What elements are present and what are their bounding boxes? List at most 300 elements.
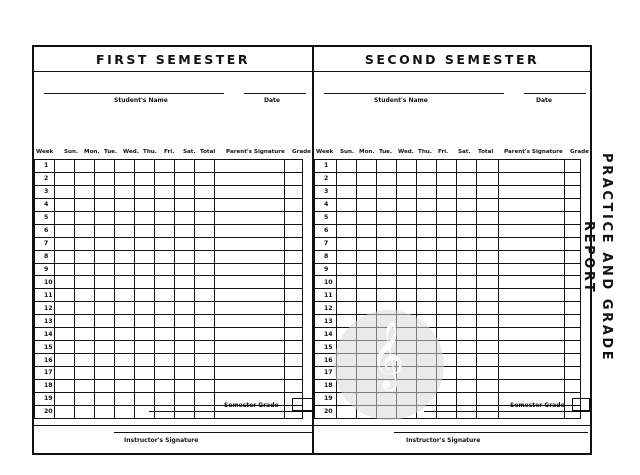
entry-cell[interactable] bbox=[115, 354, 135, 367]
entry-cell[interactable] bbox=[437, 224, 457, 237]
entry-cell[interactable] bbox=[285, 224, 303, 237]
entry-cell[interactable] bbox=[155, 250, 175, 263]
entry-cell[interactable] bbox=[215, 237, 285, 250]
entry-cell[interactable] bbox=[95, 250, 115, 263]
entry-cell[interactable] bbox=[75, 211, 95, 224]
entry-cell[interactable] bbox=[285, 276, 303, 289]
entry-cell[interactable] bbox=[397, 211, 417, 224]
entry-cell[interactable] bbox=[135, 328, 155, 341]
entry-cell[interactable] bbox=[215, 367, 285, 380]
entry-cell[interactable] bbox=[75, 172, 95, 185]
entry-cell[interactable] bbox=[337, 185, 357, 198]
entry-cell[interactable] bbox=[155, 211, 175, 224]
entry-cell[interactable] bbox=[135, 315, 155, 328]
entry-cell[interactable] bbox=[135, 185, 155, 198]
entry-cell[interactable] bbox=[195, 198, 215, 211]
entry-cell[interactable] bbox=[397, 276, 417, 289]
entry-cell[interactable] bbox=[155, 289, 175, 302]
entry-cell[interactable] bbox=[477, 172, 499, 185]
entry-cell[interactable] bbox=[397, 198, 417, 211]
entry-cell[interactable] bbox=[499, 263, 565, 276]
entry-cell[interactable] bbox=[195, 315, 215, 328]
entry-cell[interactable] bbox=[417, 250, 437, 263]
entry-cell[interactable] bbox=[285, 379, 303, 392]
entry-cell[interactable] bbox=[377, 263, 397, 276]
entry-cell[interactable] bbox=[155, 328, 175, 341]
entry-cell[interactable] bbox=[337, 211, 357, 224]
entry-cell[interactable] bbox=[285, 302, 303, 315]
entry-cell[interactable] bbox=[215, 250, 285, 263]
entry-cell[interactable] bbox=[357, 224, 377, 237]
entry-cell[interactable] bbox=[95, 198, 115, 211]
entry-cell[interactable] bbox=[417, 263, 437, 276]
entry-cell[interactable] bbox=[499, 211, 565, 224]
entry-cell[interactable] bbox=[477, 367, 499, 380]
entry-cell[interactable] bbox=[55, 250, 75, 263]
entry-cell[interactable] bbox=[55, 392, 75, 405]
entry-cell[interactable] bbox=[175, 315, 195, 328]
entry-cell[interactable] bbox=[417, 276, 437, 289]
entry-cell[interactable] bbox=[377, 289, 397, 302]
entry-cell[interactable] bbox=[195, 379, 215, 392]
entry-cell[interactable] bbox=[477, 392, 499, 405]
entry-cell[interactable] bbox=[285, 185, 303, 198]
entry-cell[interactable] bbox=[175, 392, 195, 405]
entry-cell[interactable] bbox=[195, 392, 215, 405]
entry-cell[interactable] bbox=[477, 237, 499, 250]
entry-cell[interactable] bbox=[215, 379, 285, 392]
entry-cell[interactable] bbox=[499, 367, 565, 380]
entry-cell[interactable] bbox=[115, 263, 135, 276]
entry-cell[interactable] bbox=[477, 211, 499, 224]
entry-cell[interactable] bbox=[75, 276, 95, 289]
entry-cell[interactable] bbox=[565, 367, 581, 380]
entry-cell[interactable] bbox=[337, 263, 357, 276]
entry-cell[interactable] bbox=[457, 263, 477, 276]
entry-cell[interactable] bbox=[457, 354, 477, 367]
entry-cell[interactable] bbox=[115, 172, 135, 185]
entry-cell[interactable] bbox=[565, 198, 581, 211]
entry-cell[interactable] bbox=[95, 237, 115, 250]
instructor-signature-line[interactable] bbox=[394, 432, 588, 433]
entry-cell[interactable] bbox=[95, 302, 115, 315]
entry-cell[interactable] bbox=[55, 302, 75, 315]
entry-cell[interactable] bbox=[457, 341, 477, 354]
entry-cell[interactable] bbox=[437, 237, 457, 250]
entry-cell[interactable] bbox=[377, 276, 397, 289]
entry-cell[interactable] bbox=[155, 392, 175, 405]
entry-cell[interactable] bbox=[457, 198, 477, 211]
entry-cell[interactable] bbox=[95, 367, 115, 380]
entry-cell[interactable] bbox=[155, 224, 175, 237]
entry-cell[interactable] bbox=[565, 379, 581, 392]
entry-cell[interactable] bbox=[565, 328, 581, 341]
entry-cell[interactable] bbox=[95, 379, 115, 392]
entry-cell[interactable] bbox=[215, 315, 285, 328]
entry-cell[interactable] bbox=[55, 224, 75, 237]
entry-cell[interactable] bbox=[285, 160, 303, 173]
entry-cell[interactable] bbox=[499, 185, 565, 198]
entry-cell[interactable] bbox=[155, 315, 175, 328]
entry-cell[interactable] bbox=[55, 160, 75, 173]
entry-cell[interactable] bbox=[135, 211, 155, 224]
entry-cell[interactable] bbox=[499, 198, 565, 211]
entry-cell[interactable] bbox=[417, 185, 437, 198]
entry-cell[interactable] bbox=[95, 405, 115, 418]
entry-cell[interactable] bbox=[55, 263, 75, 276]
entry-cell[interactable] bbox=[397, 224, 417, 237]
entry-cell[interactable] bbox=[377, 224, 397, 237]
entry-cell[interactable] bbox=[499, 328, 565, 341]
entry-cell[interactable] bbox=[115, 392, 135, 405]
entry-cell[interactable] bbox=[175, 302, 195, 315]
entry-cell[interactable] bbox=[477, 198, 499, 211]
entry-cell[interactable] bbox=[115, 328, 135, 341]
entry-cell[interactable] bbox=[115, 276, 135, 289]
entry-cell[interactable] bbox=[135, 160, 155, 173]
entry-cell[interactable] bbox=[477, 185, 499, 198]
entry-cell[interactable] bbox=[457, 224, 477, 237]
entry-cell[interactable] bbox=[115, 211, 135, 224]
entry-cell[interactable] bbox=[135, 250, 155, 263]
entry-cell[interactable] bbox=[477, 289, 499, 302]
entry-cell[interactable] bbox=[397, 263, 417, 276]
entry-cell[interactable] bbox=[285, 367, 303, 380]
entry-cell[interactable] bbox=[155, 172, 175, 185]
entry-cell[interactable] bbox=[499, 315, 565, 328]
entry-cell[interactable] bbox=[285, 172, 303, 185]
entry-cell[interactable] bbox=[565, 172, 581, 185]
entry-cell[interactable] bbox=[285, 328, 303, 341]
entry-cell[interactable] bbox=[437, 263, 457, 276]
entry-cell[interactable] bbox=[95, 224, 115, 237]
entry-cell[interactable] bbox=[95, 276, 115, 289]
entry-cell[interactable] bbox=[337, 172, 357, 185]
entry-cell[interactable] bbox=[337, 198, 357, 211]
entry-cell[interactable] bbox=[357, 263, 377, 276]
entry-cell[interactable] bbox=[175, 237, 195, 250]
entry-cell[interactable] bbox=[215, 211, 285, 224]
entry-cell[interactable] bbox=[175, 185, 195, 198]
entry-cell[interactable] bbox=[75, 315, 95, 328]
entry-cell[interactable] bbox=[417, 237, 437, 250]
entry-cell[interactable] bbox=[175, 328, 195, 341]
entry-cell[interactable] bbox=[565, 185, 581, 198]
entry-cell[interactable] bbox=[477, 160, 499, 173]
entry-cell[interactable] bbox=[195, 250, 215, 263]
entry-cell[interactable] bbox=[215, 302, 285, 315]
entry-cell[interactable] bbox=[565, 302, 581, 315]
entry-cell[interactable] bbox=[215, 172, 285, 185]
entry-cell[interactable] bbox=[75, 405, 95, 418]
entry-cell[interactable] bbox=[499, 172, 565, 185]
entry-cell[interactable] bbox=[75, 354, 95, 367]
entry-cell[interactable] bbox=[95, 211, 115, 224]
entry-cell[interactable] bbox=[397, 289, 417, 302]
entry-cell[interactable] bbox=[457, 185, 477, 198]
entry-cell[interactable] bbox=[135, 276, 155, 289]
entry-cell[interactable] bbox=[55, 379, 75, 392]
entry-cell[interactable] bbox=[417, 302, 437, 315]
entry-cell[interactable] bbox=[75, 198, 95, 211]
entry-cell[interactable] bbox=[215, 198, 285, 211]
entry-cell[interactable] bbox=[215, 160, 285, 173]
entry-cell[interactable] bbox=[195, 224, 215, 237]
entry-cell[interactable] bbox=[155, 276, 175, 289]
entry-cell[interactable] bbox=[437, 211, 457, 224]
entry-cell[interactable] bbox=[499, 289, 565, 302]
entry-cell[interactable] bbox=[457, 315, 477, 328]
entry-cell[interactable] bbox=[437, 198, 457, 211]
entry-cell[interactable] bbox=[135, 172, 155, 185]
entry-cell[interactable] bbox=[95, 328, 115, 341]
entry-cell[interactable] bbox=[457, 160, 477, 173]
entry-cell[interactable] bbox=[55, 341, 75, 354]
entry-cell[interactable] bbox=[377, 237, 397, 250]
entry-cell[interactable] bbox=[437, 315, 457, 328]
entry-cell[interactable] bbox=[457, 379, 477, 392]
entry-cell[interactable] bbox=[337, 276, 357, 289]
entry-cell[interactable] bbox=[377, 211, 397, 224]
entry-cell[interactable] bbox=[55, 185, 75, 198]
semester-grade-box[interactable] bbox=[292, 398, 314, 411]
entry-cell[interactable] bbox=[477, 354, 499, 367]
entry-cell[interactable] bbox=[357, 198, 377, 211]
entry-cell[interactable] bbox=[195, 211, 215, 224]
entry-cell[interactable] bbox=[135, 341, 155, 354]
entry-cell[interactable] bbox=[437, 172, 457, 185]
entry-cell[interactable] bbox=[75, 302, 95, 315]
entry-cell[interactable] bbox=[75, 392, 95, 405]
entry-cell[interactable] bbox=[55, 276, 75, 289]
entry-cell[interactable] bbox=[499, 341, 565, 354]
entry-cell[interactable] bbox=[377, 185, 397, 198]
entry-cell[interactable] bbox=[75, 263, 95, 276]
entry-cell[interactable] bbox=[477, 315, 499, 328]
entry-cell[interactable] bbox=[477, 341, 499, 354]
entry-cell[interactable] bbox=[55, 211, 75, 224]
entry-cell[interactable] bbox=[195, 276, 215, 289]
entry-cell[interactable] bbox=[499, 302, 565, 315]
entry-cell[interactable] bbox=[75, 328, 95, 341]
entry-cell[interactable] bbox=[397, 250, 417, 263]
entry-cell[interactable] bbox=[457, 367, 477, 380]
entry-cell[interactable] bbox=[457, 172, 477, 185]
entry-cell[interactable] bbox=[437, 289, 457, 302]
entry-cell[interactable] bbox=[457, 237, 477, 250]
entry-cell[interactable] bbox=[95, 172, 115, 185]
entry-cell[interactable] bbox=[95, 354, 115, 367]
entry-cell[interactable] bbox=[95, 341, 115, 354]
entry-cell[interactable] bbox=[195, 237, 215, 250]
entry-cell[interactable] bbox=[155, 185, 175, 198]
entry-cell[interactable] bbox=[175, 263, 195, 276]
entry-cell[interactable] bbox=[417, 289, 437, 302]
entry-cell[interactable] bbox=[477, 379, 499, 392]
entry-cell[interactable] bbox=[55, 405, 75, 418]
entry-cell[interactable] bbox=[457, 276, 477, 289]
entry-cell[interactable] bbox=[175, 160, 195, 173]
entry-cell[interactable] bbox=[55, 354, 75, 367]
entry-cell[interactable] bbox=[195, 160, 215, 173]
entry-cell[interactable] bbox=[155, 263, 175, 276]
entry-cell[interactable] bbox=[75, 224, 95, 237]
entry-cell[interactable] bbox=[285, 315, 303, 328]
entry-cell[interactable] bbox=[215, 328, 285, 341]
entry-cell[interactable] bbox=[195, 289, 215, 302]
entry-cell[interactable] bbox=[215, 341, 285, 354]
entry-cell[interactable] bbox=[195, 367, 215, 380]
entry-cell[interactable] bbox=[565, 160, 581, 173]
entry-cell[interactable] bbox=[155, 379, 175, 392]
entry-cell[interactable] bbox=[95, 185, 115, 198]
entry-cell[interactable] bbox=[195, 328, 215, 341]
entry-cell[interactable] bbox=[115, 237, 135, 250]
entry-cell[interactable] bbox=[337, 237, 357, 250]
entry-cell[interactable] bbox=[477, 328, 499, 341]
entry-cell[interactable] bbox=[75, 185, 95, 198]
entry-cell[interactable] bbox=[135, 392, 155, 405]
entry-cell[interactable] bbox=[175, 379, 195, 392]
entry-cell[interactable] bbox=[437, 392, 457, 405]
entry-cell[interactable] bbox=[175, 224, 195, 237]
entry-cell[interactable] bbox=[135, 354, 155, 367]
entry-cell[interactable] bbox=[155, 341, 175, 354]
entry-cell[interactable] bbox=[499, 276, 565, 289]
entry-cell[interactable] bbox=[337, 250, 357, 263]
entry-cell[interactable] bbox=[175, 276, 195, 289]
entry-cell[interactable] bbox=[285, 211, 303, 224]
entry-cell[interactable] bbox=[95, 392, 115, 405]
entry-cell[interactable] bbox=[95, 289, 115, 302]
entry-cell[interactable] bbox=[135, 237, 155, 250]
entry-cell[interactable] bbox=[357, 250, 377, 263]
entry-cell[interactable] bbox=[175, 250, 195, 263]
entry-cell[interactable] bbox=[437, 276, 457, 289]
entry-cell[interactable] bbox=[285, 263, 303, 276]
entry-cell[interactable] bbox=[115, 250, 135, 263]
entry-cell[interactable] bbox=[115, 198, 135, 211]
entry-cell[interactable] bbox=[55, 367, 75, 380]
entry-cell[interactable] bbox=[115, 341, 135, 354]
entry-cell[interactable] bbox=[499, 224, 565, 237]
entry-cell[interactable] bbox=[115, 405, 135, 418]
entry-cell[interactable] bbox=[477, 224, 499, 237]
entry-cell[interactable] bbox=[477, 276, 499, 289]
entry-cell[interactable] bbox=[155, 198, 175, 211]
entry-cell[interactable] bbox=[195, 354, 215, 367]
entry-cell[interactable] bbox=[135, 367, 155, 380]
entry-cell[interactable] bbox=[155, 160, 175, 173]
entry-cell[interactable] bbox=[55, 289, 75, 302]
entry-cell[interactable] bbox=[75, 341, 95, 354]
entry-cell[interactable] bbox=[417, 224, 437, 237]
entry-cell[interactable] bbox=[115, 379, 135, 392]
entry-cell[interactable] bbox=[155, 367, 175, 380]
entry-cell[interactable] bbox=[75, 160, 95, 173]
instructor-signature-line[interactable] bbox=[114, 432, 312, 433]
entry-cell[interactable] bbox=[55, 198, 75, 211]
entry-cell[interactable] bbox=[115, 289, 135, 302]
semester-grade-box[interactable] bbox=[572, 398, 590, 411]
entry-cell[interactable] bbox=[565, 341, 581, 354]
entry-cell[interactable] bbox=[357, 211, 377, 224]
entry-cell[interactable] bbox=[499, 237, 565, 250]
entry-cell[interactable] bbox=[175, 354, 195, 367]
entry-cell[interactable] bbox=[285, 198, 303, 211]
entry-cell[interactable] bbox=[175, 341, 195, 354]
entry-cell[interactable] bbox=[377, 160, 397, 173]
entry-cell[interactable] bbox=[337, 302, 357, 315]
entry-cell[interactable] bbox=[175, 198, 195, 211]
entry-cell[interactable] bbox=[285, 237, 303, 250]
entry-cell[interactable] bbox=[195, 172, 215, 185]
entry-cell[interactable] bbox=[75, 250, 95, 263]
entry-cell[interactable] bbox=[337, 160, 357, 173]
entry-cell[interactable] bbox=[285, 289, 303, 302]
entry-cell[interactable] bbox=[437, 328, 457, 341]
entry-cell[interactable] bbox=[215, 185, 285, 198]
entry-cell[interactable] bbox=[417, 198, 437, 211]
entry-cell[interactable] bbox=[55, 237, 75, 250]
entry-cell[interactable] bbox=[457, 392, 477, 405]
entry-cell[interactable] bbox=[417, 211, 437, 224]
entry-cell[interactable] bbox=[195, 263, 215, 276]
entry-cell[interactable] bbox=[115, 224, 135, 237]
entry-cell[interactable] bbox=[175, 172, 195, 185]
entry-cell[interactable] bbox=[397, 172, 417, 185]
entry-cell[interactable] bbox=[477, 250, 499, 263]
entry-cell[interactable] bbox=[499, 379, 565, 392]
entry-cell[interactable] bbox=[115, 185, 135, 198]
entry-cell[interactable] bbox=[75, 379, 95, 392]
entry-cell[interactable] bbox=[285, 341, 303, 354]
entry-cell[interactable] bbox=[175, 367, 195, 380]
entry-cell[interactable] bbox=[477, 302, 499, 315]
entry-cell[interactable] bbox=[437, 185, 457, 198]
entry-cell[interactable] bbox=[565, 315, 581, 328]
entry-cell[interactable] bbox=[477, 263, 499, 276]
entry-cell[interactable] bbox=[377, 172, 397, 185]
entry-cell[interactable] bbox=[215, 354, 285, 367]
entry-cell[interactable] bbox=[437, 250, 457, 263]
entry-cell[interactable] bbox=[357, 185, 377, 198]
entry-cell[interactable] bbox=[499, 160, 565, 173]
entry-cell[interactable] bbox=[155, 354, 175, 367]
entry-cell[interactable] bbox=[397, 160, 417, 173]
entry-cell[interactable] bbox=[55, 315, 75, 328]
entry-cell[interactable] bbox=[565, 354, 581, 367]
entry-cell[interactable] bbox=[195, 341, 215, 354]
entry-cell[interactable] bbox=[377, 250, 397, 263]
entry-cell[interactable] bbox=[357, 276, 377, 289]
entry-cell[interactable] bbox=[437, 302, 457, 315]
entry-cell[interactable] bbox=[377, 198, 397, 211]
entry-cell[interactable] bbox=[215, 276, 285, 289]
entry-cell[interactable] bbox=[175, 289, 195, 302]
entry-cell[interactable] bbox=[75, 237, 95, 250]
entry-cell[interactable] bbox=[337, 224, 357, 237]
entry-cell[interactable] bbox=[95, 263, 115, 276]
entry-cell[interactable] bbox=[135, 289, 155, 302]
entry-cell[interactable] bbox=[457, 289, 477, 302]
entry-cell[interactable] bbox=[215, 263, 285, 276]
entry-cell[interactable] bbox=[155, 302, 175, 315]
entry-cell[interactable] bbox=[357, 172, 377, 185]
entry-cell[interactable] bbox=[115, 367, 135, 380]
entry-cell[interactable] bbox=[95, 315, 115, 328]
entry-cell[interactable] bbox=[155, 237, 175, 250]
